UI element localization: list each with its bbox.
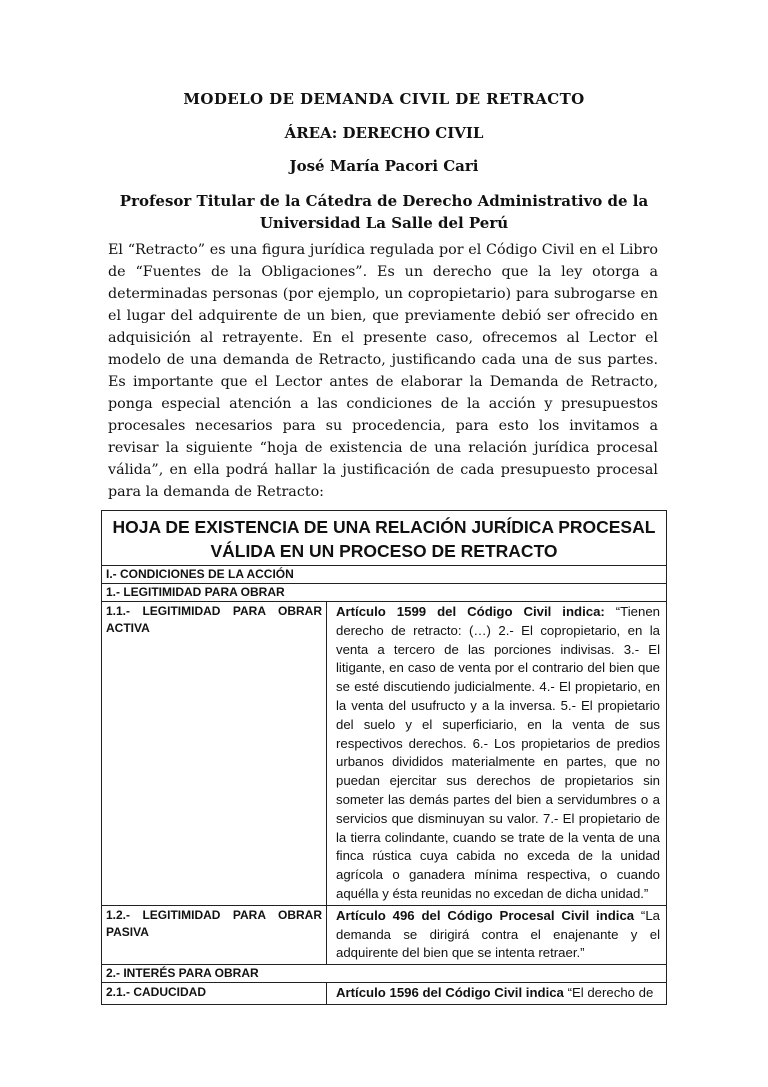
row-label: 1.1.- LEGITIMIDAD PARA OBRAR ACTIVA	[102, 602, 327, 905]
table-row	[102, 602, 666, 906]
row-content	[327, 983, 666, 1004]
subsection-heading: 2.- INTERÉS PARA OBRAR	[102, 965, 666, 983]
row-label: 1.2.- LEGITIMIDAD PARA OBRAR PASIVA	[102, 906, 327, 964]
author-affiliation: Profesor Titular de la Cátedra de Derecho Administrativo de la Universidad La Salle del Perú	[119, 192, 649, 232]
procedural-sheet-table	[101, 510, 667, 1005]
row-label: 2.1.- CADUCIDAD	[102, 983, 327, 1004]
document-title: MODELO DE DEMANDA CIVIL DE RETRACTO	[183, 90, 585, 108]
table-row	[102, 906, 666, 965]
row-content	[327, 906, 666, 964]
legal-text: “La demanda se dirigirá contra el enajenante y el adquirente del bien que se intenta retraer.”	[336, 907, 660, 961]
legal-reference: Artículo 1599 del Código Civil indica:	[336, 604, 605, 619]
table-row	[102, 983, 666, 1004]
legal-reference: Artículo 496 del Código Procesal Civil indica	[336, 907, 635, 923]
legal-text: “El derecho de	[563, 985, 654, 1001]
legal-reference: Artículo 1596 del Código Civil indica	[336, 985, 564, 1001]
subsection-heading: 1.- LEGITIMIDAD PARA OBRAR	[102, 584, 666, 602]
author-name: José María Pacori Cari	[289, 157, 479, 175]
row-content	[327, 602, 666, 905]
table-title: HOJA DE EXISTENCIA DE UNA RELACIÓN JURÍDICA PROCESAL VÁLIDA EN UN PROCESO DE RETRACTO	[102, 511, 666, 566]
document-area: ÁREA: DERECHO CIVIL	[284, 124, 484, 142]
intro-paragraph: El “Retracto” es una figura jurídica regulada por el Código Civil en el Libro de “Fuentes de la Obligaciones”. Es un derecho que la ley otorga a determinadas personas (por ejemplo, un copropietario) para subrogarse en el lugar del adquirente de un bien, que previamente debió ser ofrecido en adquisición al retrayente. En el presente caso, ofrecemos al Lector el modelo de una demanda de Retracto, justificando cada una de sus partes. Es importante que el Lector antes de elaborar la Demanda de Retracto, ponga especial atención a las condiciones de la acción y presupuestos procesales necesarios para su procedencia, para esto los invitamos a revisar la siguiente “hoja de existencia de una relación jurídica procesal válida”, en ella podrá hallar la justificación de cada presupuesto procesal para la demanda de Retracto:	[108, 242, 658, 500]
legal-text: “Tienen derecho de retracto: (…) 2.- El copropietario, en la venta a tercero de las porciones indivisas. 3.- El litigante, en caso de venta por el contrario del bien que se esté discutiendo judicialmente. 4.- El propietario, en la venta del usufructo y a la inversa. 5.- El propietario del suelo y el superficiario, en la venta de sus respectivos derechos. 6.- Los propietarios de predios urbanos divididos materialmente en partes, que no puedan ejercitar sus derechos de propietarios sin someter las demás partes del bien a servidumbres o a servicios que disminuyan su valor. 7.- El propietario de la tierra colindante, cuando se trate de la venta de una finca rústica cuya cabida no exceda de la unidad agrícola o ganadera mínima respectiva, o cuando aquélla y ésta reunidas no excedan de dicha unidad.”	[336, 604, 661, 901]
section-heading: I.- CONDICIONES DE LA ACCIÓN	[102, 566, 666, 584]
